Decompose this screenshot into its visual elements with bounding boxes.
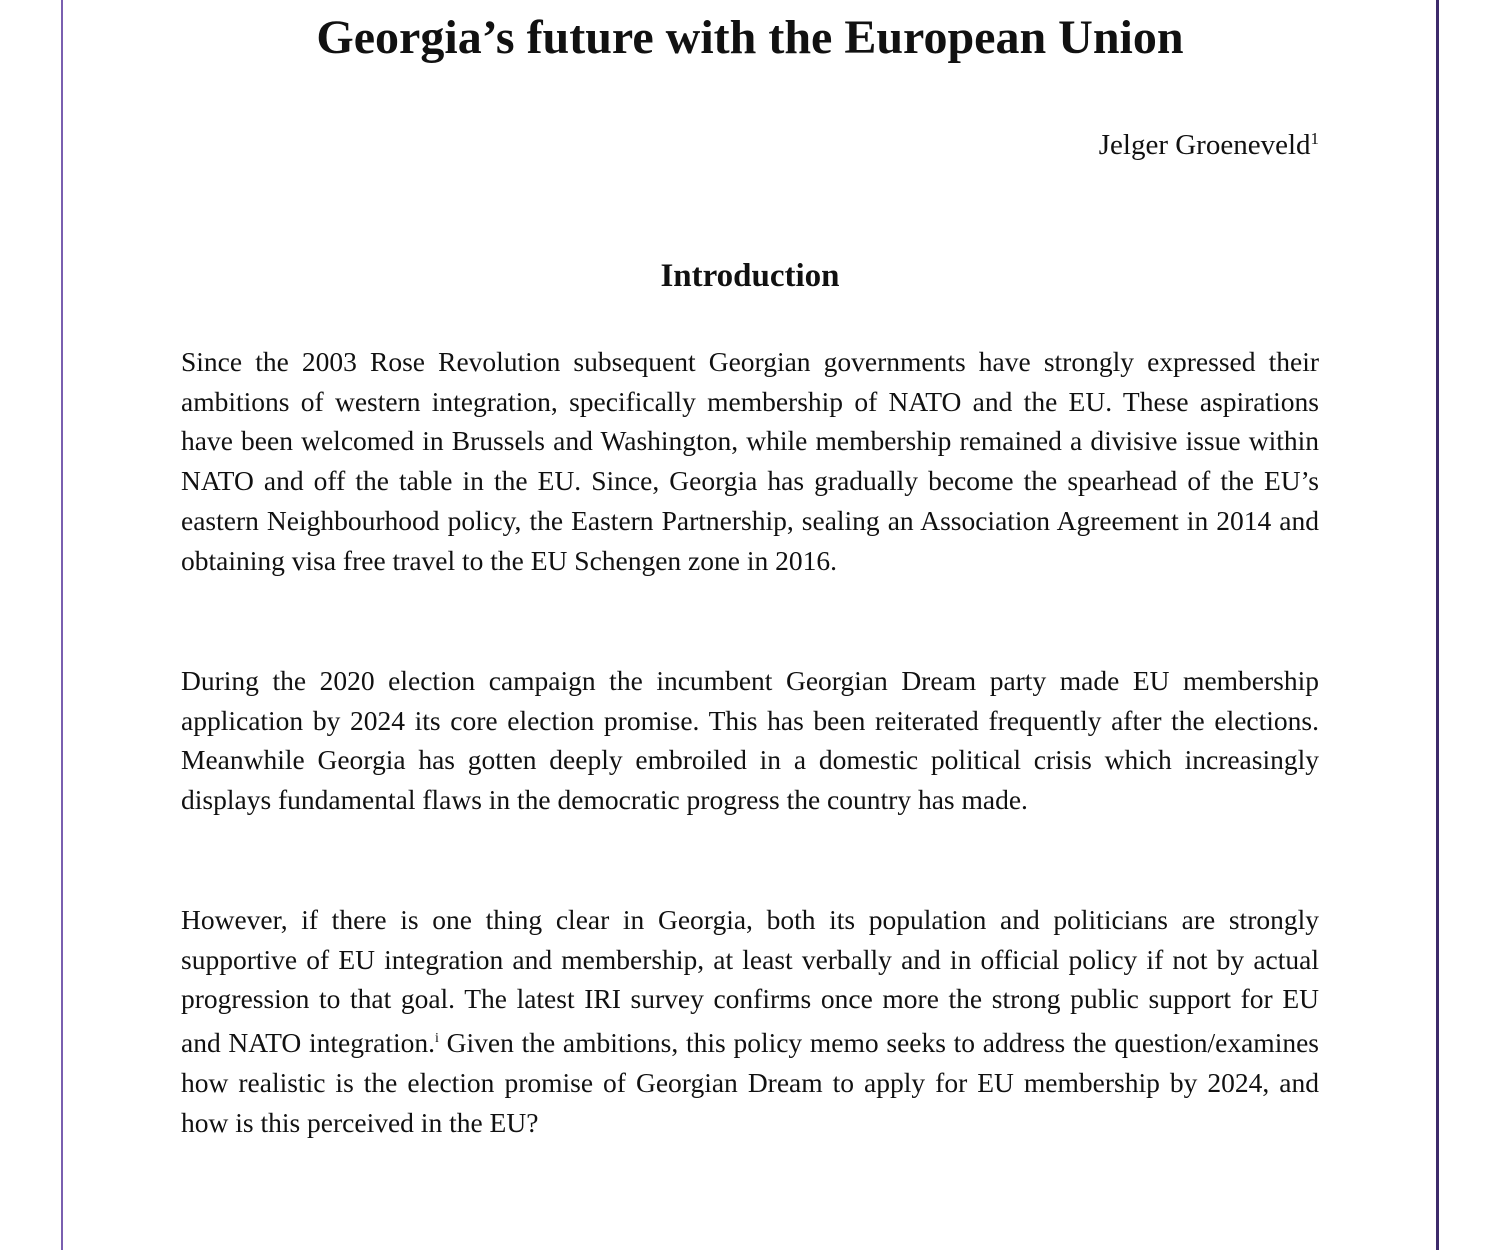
paragraph-2: During the 2020 election campaign the incumbent Georgian Dream party made EU membership application by 2024 its core election promise. This has been reiterated frequently after the elections. Meanwhile Georgia has gotten deeply embroiled in a domestic political crisis which increasingly displays fundamental flaws in the democratic progress the country has made. bbox=[181, 665, 1319, 816]
page-border-right bbox=[1436, 0, 1439, 1250]
endnote-marker[interactable]: i bbox=[435, 1031, 439, 1047]
author-name: Jelger Groeneveld bbox=[1098, 129, 1311, 161]
author-footnote-marker[interactable]: 1 bbox=[1310, 129, 1319, 148]
author-line bbox=[1099, 120, 1319, 164]
paragraph-3-text-a: However, if there is one thing clear in Georgia, both its population and politicians are strongly supportive of EU integration and membership, at least verbally and in official policy if not by actual progression to that goal. The latest IRI survey confirms once more the strong public support for EU and NATO integration. bbox=[181, 904, 1319, 1059]
paragraph-3-text-b: Given the ambitions, this policy memo seeks to address the question/examines how realistic is the election promise of Georgian Dream to apply for EU membership by 2024, and how is this perceived in the EU? bbox=[181, 1027, 1320, 1138]
paragraph-1: Since the 2003 Rose Revolution subsequent Georgian governments have strongly expressed their ambitions of western integration, specifically membership of NATO and the EU. These aspirations have been welcomed in Brussels and Washington, while membership remained a divisive issue within NATO and off the table in the EU. Since, Georgia has gradually become the spearhead of the EU’s eastern Neighbourhood policy, the Eastern Partnership, sealing an Association Agreement in 2014 and obtaining visa free travel to the EU Schengen zone in 2016. bbox=[181, 346, 1319, 576]
page-border-left bbox=[61, 0, 63, 1250]
section-heading: Introduction bbox=[660, 258, 840, 294]
document-title: Georgia’s future with the European Union bbox=[316, 11, 1184, 64]
paragraph-3 bbox=[181, 900, 1319, 1142]
